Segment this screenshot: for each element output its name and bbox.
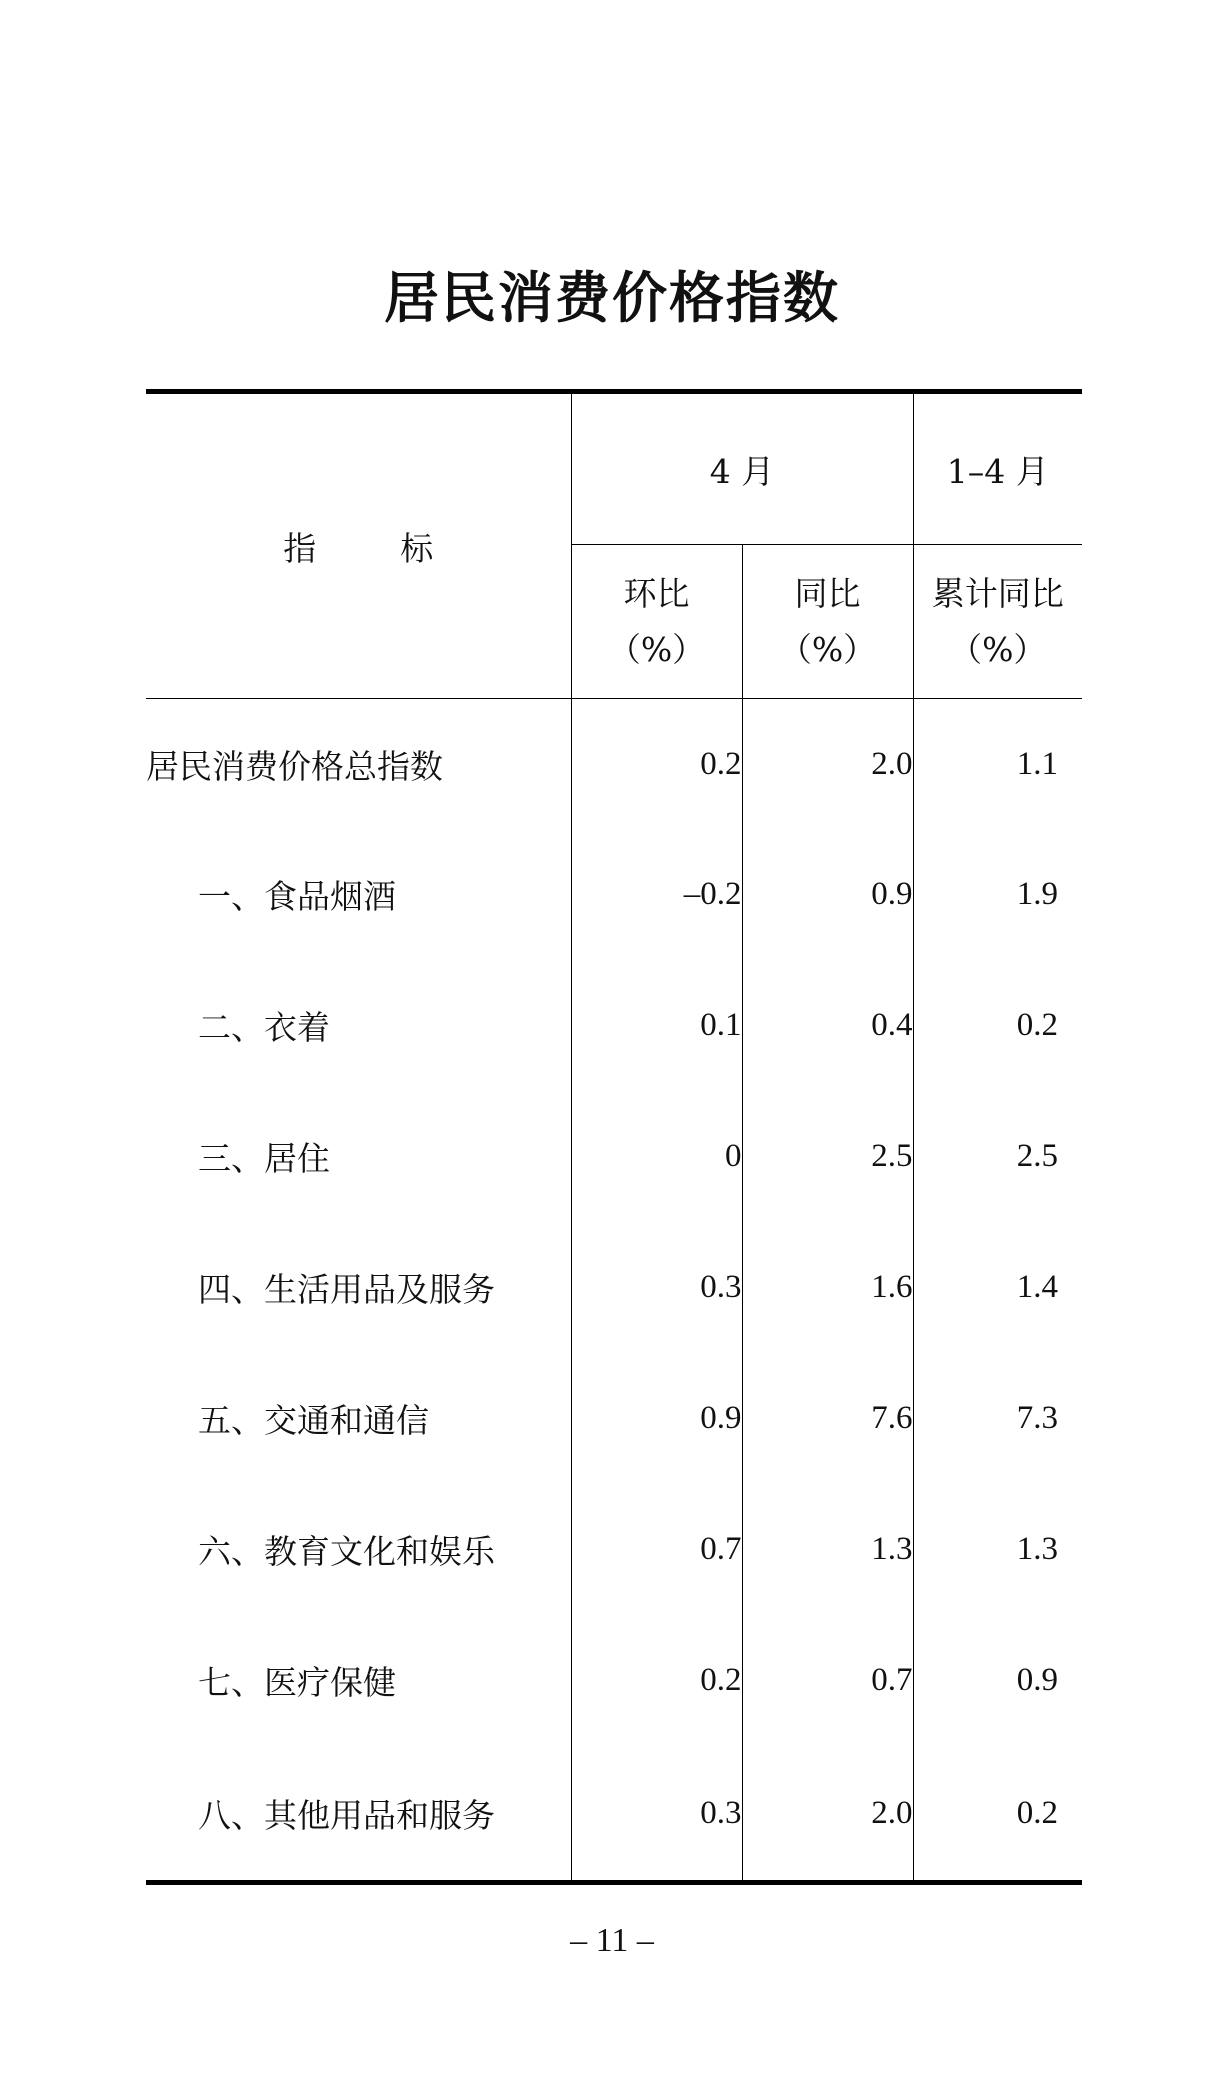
- cell-mom: 0.2: [571, 1615, 742, 1746]
- cell-mom: 0.7: [571, 1484, 742, 1615]
- table-row: [146, 1746, 1082, 1883]
- cell-yoy: 2.0: [742, 1746, 913, 1883]
- header-indicator-part2: 标: [400, 528, 434, 568]
- cell-yoy: 2.5: [742, 1091, 913, 1222]
- cell-yoy: 2.0: [742, 699, 913, 830]
- cell-mom: –0.2: [571, 829, 742, 960]
- cell-mom: 0.3: [571, 1222, 742, 1353]
- row-label: 八、其他用品和服务: [146, 1746, 571, 1883]
- row-label: 三、居住: [146, 1091, 571, 1222]
- row-label: 二、衣着: [146, 960, 571, 1091]
- header-col-cum-yoy-label: 累计同比: [931, 573, 1064, 613]
- table-row: [146, 699, 1082, 830]
- page-number: – 11 –: [570, 1922, 654, 1959]
- row-label: 七、医疗保健: [146, 1615, 571, 1746]
- cell-cum: 1.1: [1016, 745, 1058, 782]
- table-row: [146, 960, 1082, 1091]
- cell-mom: 0.2: [571, 699, 742, 830]
- row-label: 五、交通和通信: [146, 1353, 571, 1484]
- row-label: 六、教育文化和娱乐: [146, 1484, 571, 1615]
- row-label: 居民消费价格总指数: [146, 699, 571, 830]
- table-header: [146, 392, 1082, 699]
- cell-yoy: 1.3: [742, 1484, 913, 1615]
- header-indicator-part1: 指: [283, 528, 317, 568]
- header-col-cum-yoy: [913, 545, 1082, 699]
- table-row: [146, 829, 1082, 960]
- cell-mom: 0: [571, 1091, 742, 1222]
- header-group-cumulative: 1–4 月: [913, 392, 1082, 545]
- cpi-table: [146, 389, 1082, 1885]
- cell-cum: 1.3: [1016, 1531, 1058, 1567]
- header-col-yoy-label: 同比: [794, 573, 861, 613]
- cell-mom: 0.3: [571, 1746, 742, 1883]
- header-col-cum-yoy-unit: （%）: [949, 629, 1047, 669]
- header-col-yoy: [742, 545, 913, 699]
- header-col-mom-label: 环比: [623, 573, 690, 613]
- header-col-yoy-unit: （%）: [778, 629, 877, 669]
- table-row: [146, 1353, 1082, 1484]
- row-label: 一、食品烟酒: [146, 829, 571, 960]
- table-row: [146, 1091, 1082, 1222]
- table-row: [146, 1484, 1082, 1615]
- cell-mom: 0.1: [571, 960, 742, 1091]
- header-col-mom-unit: （%）: [607, 629, 706, 669]
- cell-mom: 0.9: [571, 1353, 742, 1484]
- cell-yoy: 0.9: [742, 829, 913, 960]
- table-row: [146, 1222, 1082, 1353]
- cell-cum: 1.9: [1016, 876, 1058, 912]
- row-label: 四、生活用品及服务: [146, 1222, 571, 1353]
- header-group-month: 4 月: [571, 392, 913, 545]
- cell-cum: 0.9: [1016, 1662, 1058, 1698]
- cell-cum: 2.5: [1016, 1138, 1058, 1174]
- cell-yoy: 0.7: [742, 1615, 913, 1746]
- cell-yoy: 0.4: [742, 960, 913, 1091]
- cell-cum: 0.2: [1016, 1007, 1058, 1043]
- header-col-mom: [571, 545, 742, 699]
- cell-cum: 7.3: [1016, 1400, 1058, 1436]
- cell-cum: 1.4: [1016, 1269, 1058, 1305]
- page-title: 居民消费价格指数: [383, 266, 840, 330]
- table-body: [146, 699, 1082, 1883]
- table-row: [146, 1615, 1082, 1746]
- cell-yoy: 1.6: [742, 1222, 913, 1353]
- header-indicator: [146, 392, 571, 699]
- cell-yoy: 7.6: [742, 1353, 913, 1484]
- cell-cum: 0.2: [1016, 1794, 1058, 1831]
